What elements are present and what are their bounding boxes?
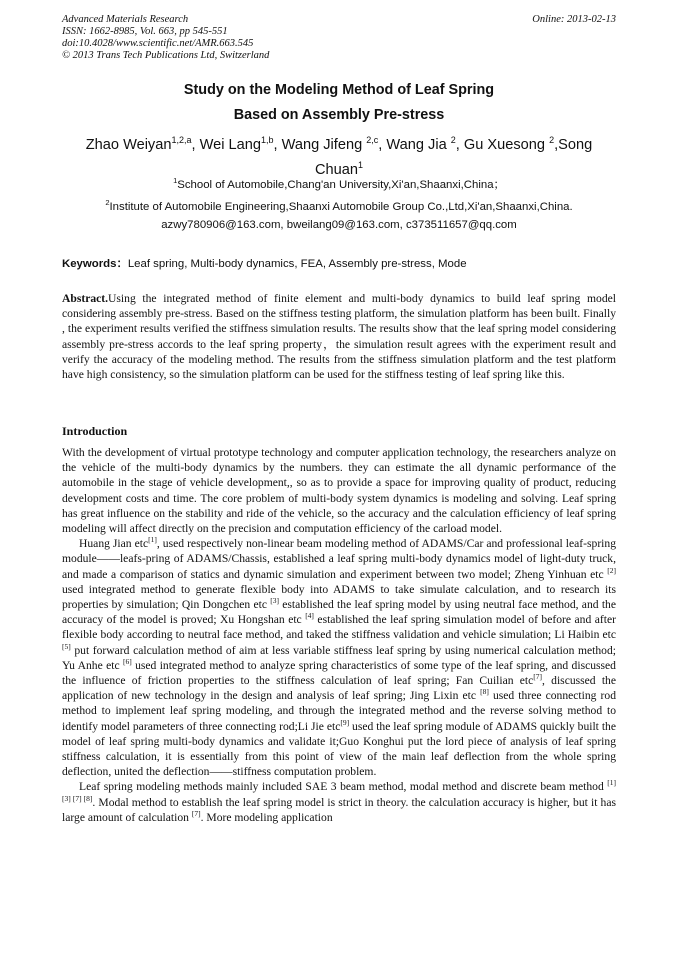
- intro-paragraph-3: [62, 779, 616, 825]
- text-run: Leaf spring modeling methods mainly included SAE 3 beam method, modal method and discrete beam method: [79, 780, 608, 794]
- affiliation-2: [62, 198, 616, 213]
- citation-marker: [1]: [148, 535, 157, 545]
- author-list: [62, 130, 616, 180]
- author-separator: ,: [378, 136, 387, 153]
- abstract-label: Abstract.: [62, 292, 109, 305]
- online-date: Online: 2013-02-13: [532, 14, 616, 25]
- text-run: used integrated method to generate flexible body into ADAMS to take simulate calculation, and to research its properties by simulation; Qin Dongchen etc: [62, 582, 616, 612]
- affiliation-2-marker: 2: [105, 198, 110, 207]
- citation-marker: [1] [3] [7] [8]: [62, 778, 616, 803]
- author-name: Song Chuan: [314, 136, 593, 178]
- text-run: , discussed the application of new technology in the design and analysis of leaf spring; Jing Lixin etc: [62, 674, 616, 703]
- keywords-label: Keywords：: [62, 258, 128, 270]
- author-affiliation-marker: 1,2,a: [171, 135, 192, 145]
- abstract: [62, 291, 616, 382]
- text-run: , used respectively non-linear beam modeling method of ADAMS/Car and professional leaf-spring module——leafs-pring of ADAMS/Chassis, established a leaf spring multi-body dynamics model of light-duty truck, and made a comparison of statics and dynamic simulation and experiment between two model; Zheng Yinhuan etc: [62, 537, 616, 581]
- issn-line: ISSN: 1662-8985, Vol. 663, pp 545-551: [62, 26, 228, 37]
- text-run: . More modeling application: [200, 810, 333, 824]
- author-separator: ,: [455, 136, 464, 153]
- text-run: Huang Jian etc: [79, 537, 149, 551]
- author-name: Wang Jifeng: [281, 136, 367, 153]
- author-name: Wei Lang: [199, 136, 261, 153]
- author-affiliation-marker: 1: [358, 159, 364, 170]
- citation-marker: [9]: [340, 717, 350, 727]
- citation-marker: [2]: [607, 565, 616, 575]
- journal-header: [62, 14, 269, 62]
- text-run: put forward calculation method of aim at less variable stiffness leaf spring by using numerical calculation method; Yu Anhe etc: [62, 643, 616, 672]
- text-run: used three connecting rod method to implement leaf spring modeling, and through the integrated method and the reverse solving method to identify model parameters of three connecting rod;Li Jie etc: [62, 689, 616, 733]
- citation-marker: [7]: [533, 672, 543, 682]
- paper-title-line-2: Based on Assembly Pre-stress: [233, 107, 445, 123]
- intro-paragraph-2: [62, 536, 616, 779]
- author-separator: ,: [273, 136, 282, 153]
- author-affiliation-marker: 1,b: [261, 135, 274, 145]
- keywords: [62, 255, 467, 271]
- introduction-body: [62, 445, 616, 825]
- journal-name: Advanced Materials Research: [62, 14, 189, 25]
- author-affiliation-marker: 2: [450, 135, 456, 145]
- text-run: used the leaf spring module of ADAMS quickly built the model of leaf spring multi-body dynamics and validate it;Guo Konghui put the lord piece of analysis of leaf spring stiffness calculation, it is essentially from this point of view of the main leaf deflection from the whole spring deflection, united the deflection——stiffness computation problem.: [62, 719, 616, 779]
- author-affiliation-marker: 2: [549, 135, 555, 145]
- text-run: established the leaf spring model by using neutral face method, and the accuracy of the model is proved; Xu Hongshan etc: [62, 598, 616, 627]
- author-name: Wang Jia: [386, 136, 451, 153]
- text-run: . Modal method to establish the leaf spring model is strict in theory. the calculation accuracy is higher, but it has large amount of calculation: [62, 795, 616, 824]
- citation-marker: [3]: [270, 596, 280, 606]
- section-heading-introduction: Introduction: [62, 424, 128, 438]
- affiliation-1: [62, 176, 616, 192]
- author-name: Zhao Weiyan: [85, 136, 172, 153]
- intro-paragraph-1: With the development of virtual prototype technology and computer application technology, the researchers analyze on the vehicle of the multi-body dynamics by the numbers. they can estimate the all dynamic performance of the automobile in the stage of vehicle development,, so as to provide a space for improving quality of product, reducing development costs and time. The core problem of multi-body system dynamics is modeling and solving. Leaf spring has great influence on the stability and ride of the vehicle, so the accuracy and the calculation efficiency of leaf spring modeling will affect directly on the precision and computation efficiency of the carload model.: [62, 446, 616, 536]
- author-emails: azwy780906@163.com, bweilang09@163.com, c373511657@qq.com: [161, 219, 517, 231]
- author-name: Gu Xuesong: [463, 136, 550, 153]
- affiliation-1-text: School of Automobile,Chang'an University,Xi'an,Shaanxi,China；: [177, 179, 505, 191]
- doi-line: doi:10.4028/www.scientific.net/AMR.663.545: [62, 38, 254, 49]
- citation-marker: [4]: [305, 611, 314, 621]
- text-run: used integrated method to analyze spring characteristics of some type of the leaf spring, and discussed the influence of friction properties to the stiffness calculation of leaf spring; Fan Cuilian etc: [62, 658, 616, 688]
- text-run: established the leaf spring simulation model of before and after flexible body according to neutral face method, and taked the stiffness validation and vehicle simulation; Li Haibin etc: [62, 613, 616, 642]
- citation-marker: [5]: [62, 641, 71, 651]
- affiliation-1-marker: 1: [173, 176, 178, 186]
- citation-marker: [8]: [480, 687, 489, 697]
- affiliation-2-text: Institute of Automobile Engineering,Shaanxi Automobile Group Co.,Ltd,Xi'an,Shaanxi,China.: [109, 200, 573, 213]
- paper-title-line-1: Study on the Modeling Method of Leaf Spring: [183, 82, 495, 98]
- author-separator: ,: [191, 136, 200, 153]
- keywords-text: Leaf spring, Multi-body dynamics, FEA, Assembly pre-stress, Mode: [127, 258, 467, 270]
- author-affiliation-marker: 2,c: [366, 135, 379, 145]
- citation-marker: [6]: [122, 656, 132, 666]
- abstract-text: Using the integrated method of finite element and multi-body dynamics to build leaf spring model considering assembly pre-stress. Based on the stiffness testing platform, the simulation platform has been built. Finally , the experiment results verified the stiffness simulation results. The results show that the leaf spring model considering assembly pre-stress accords to the leaf spring property，the simulation result agrees with the experiment result and verify the accuracy of the modeling method. The results from the stiffness simulation platform and the test platform have high consistency, so the simulation platform can be used for the stiffness testing of leaf spring like this.: [62, 292, 616, 382]
- author-separator: ,: [554, 136, 559, 153]
- copyright-line: © 2013 Trans Tech Publications Ltd, Switzerland: [62, 50, 270, 61]
- citation-marker: [7]: [191, 809, 201, 819]
